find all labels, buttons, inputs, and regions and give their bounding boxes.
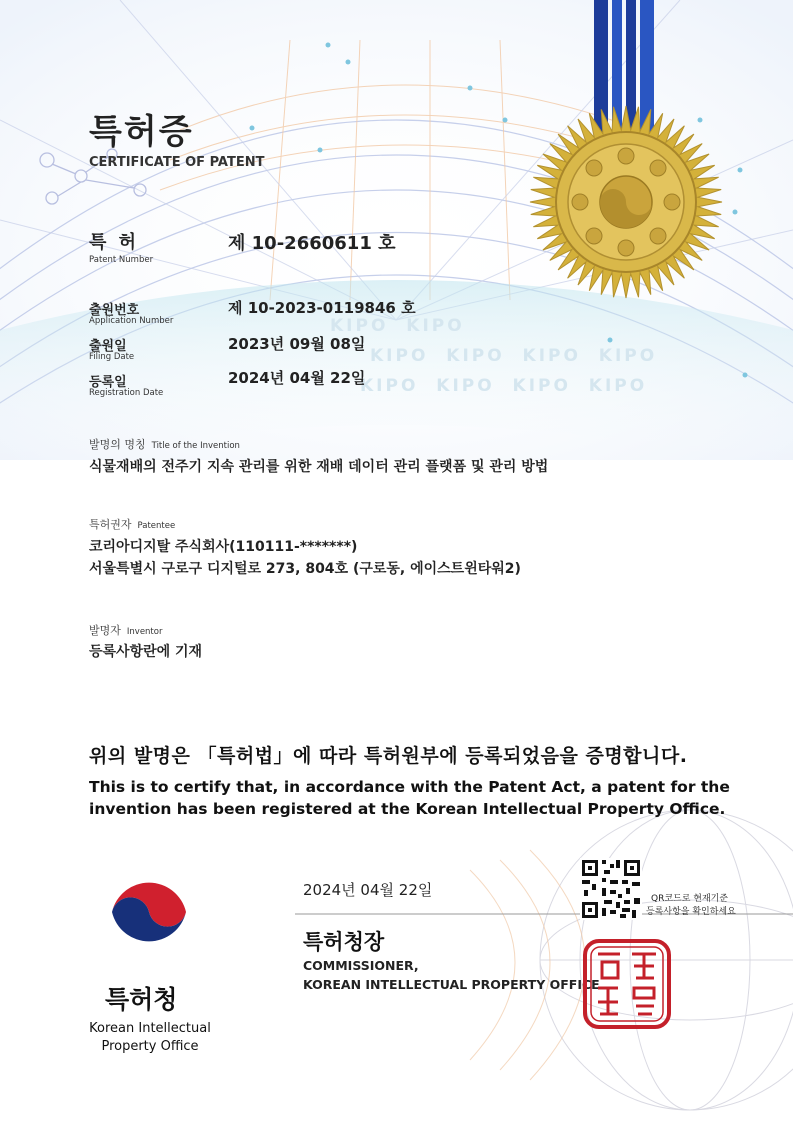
certification-text-en-line1: This is to certify that, in accordance with the Patent Act, a patent for the	[89, 778, 730, 796]
gold-seal-icon	[528, 104, 724, 300]
patentee-name: 코리아디지탈 주식회사(110111-*******)	[89, 539, 358, 555]
certification-text-ko: 위의 발명은 「특허법」에 따라 특허원부에 등록되었음을 증명합니다.	[89, 745, 688, 767]
watermark-row: KIPO KIPO KIPO KIPO	[370, 346, 658, 366]
invention-label-en: Title of the Invention	[151, 441, 240, 451]
patent-number-value: 제 10-2660611 호	[228, 233, 396, 254]
issue-date: 2024년 04월 22일	[303, 881, 433, 899]
filing-date-value: 2023년 09월 08일	[228, 335, 366, 353]
qr-code-icon[interactable]	[580, 858, 642, 920]
office-name-en-line2: Property Office	[101, 1039, 199, 1054]
certification-text-en-line2: invention has been registered at the Korean Intellectual Property Office.	[89, 800, 726, 818]
patentee-label-ko: 특허권자	[89, 518, 132, 531]
watermark-row: KIPO KIPO	[330, 316, 465, 336]
application-number-label: 출원번호	[89, 303, 140, 318]
patent-number-label-en: Patent Number	[89, 255, 154, 265]
inventor-value: 등록사항란에 기재	[89, 644, 203, 660]
patentee-address: 서울특별시 구로구 디지털로 273, 804호 (구로동, 에이스트윈타워2)	[89, 561, 521, 577]
filing-date-label-en: Filing Date	[89, 352, 135, 362]
patentee-label-en: Patentee	[137, 521, 176, 531]
qr-note-line1: QR코드로 현재기준	[651, 894, 729, 904]
application-number-label-en: Application Number	[89, 316, 174, 326]
office-name-en-line1: Korean Intellectual	[89, 1021, 211, 1036]
filing-date-label: 출원일	[89, 339, 127, 354]
patent-number-label: 특 허	[89, 232, 140, 253]
registration-date-value: 2024년 04월 22일	[228, 369, 366, 387]
invention-label-ko: 발명의 명칭	[89, 438, 146, 451]
office-name-ko: 특허청	[105, 985, 178, 1014]
patentee-label	[89, 516, 175, 532]
registration-date-label-en: Registration Date	[89, 388, 164, 398]
certificate-title: 특허증	[89, 112, 194, 152]
kipo-logo-icon	[104, 872, 194, 962]
commissioner-title-en-line2: KOREAN INTELLECTUAL PROPERTY OFFICE	[303, 977, 600, 992]
commissioner-title-en-line1: COMMISSIONER,	[303, 958, 419, 973]
application-number-value: 제 10-2023-0119846 호	[228, 299, 416, 317]
inventor-label-en: Inventor	[126, 627, 163, 637]
qr-note-line2: 등록사항을 확인하세요	[646, 907, 736, 917]
invention-label	[89, 436, 240, 452]
inventor-label	[89, 622, 162, 638]
watermark-row: KIPO KIPO KIPO KIPO	[360, 376, 648, 396]
official-seal-stamp	[582, 938, 672, 1030]
inventor-label-ko: 발명자	[89, 624, 121, 637]
registration-date-label: 등록일	[89, 375, 127, 390]
invention-title: 식물재배의 전주기 지속 관리를 위한 재배 데이터 관리 플랫폼 및 관리 방법	[89, 459, 549, 475]
certificate-title-en: CERTIFICATE OF PATENT	[89, 155, 265, 170]
commissioner-title: 특허청장	[303, 930, 385, 954]
